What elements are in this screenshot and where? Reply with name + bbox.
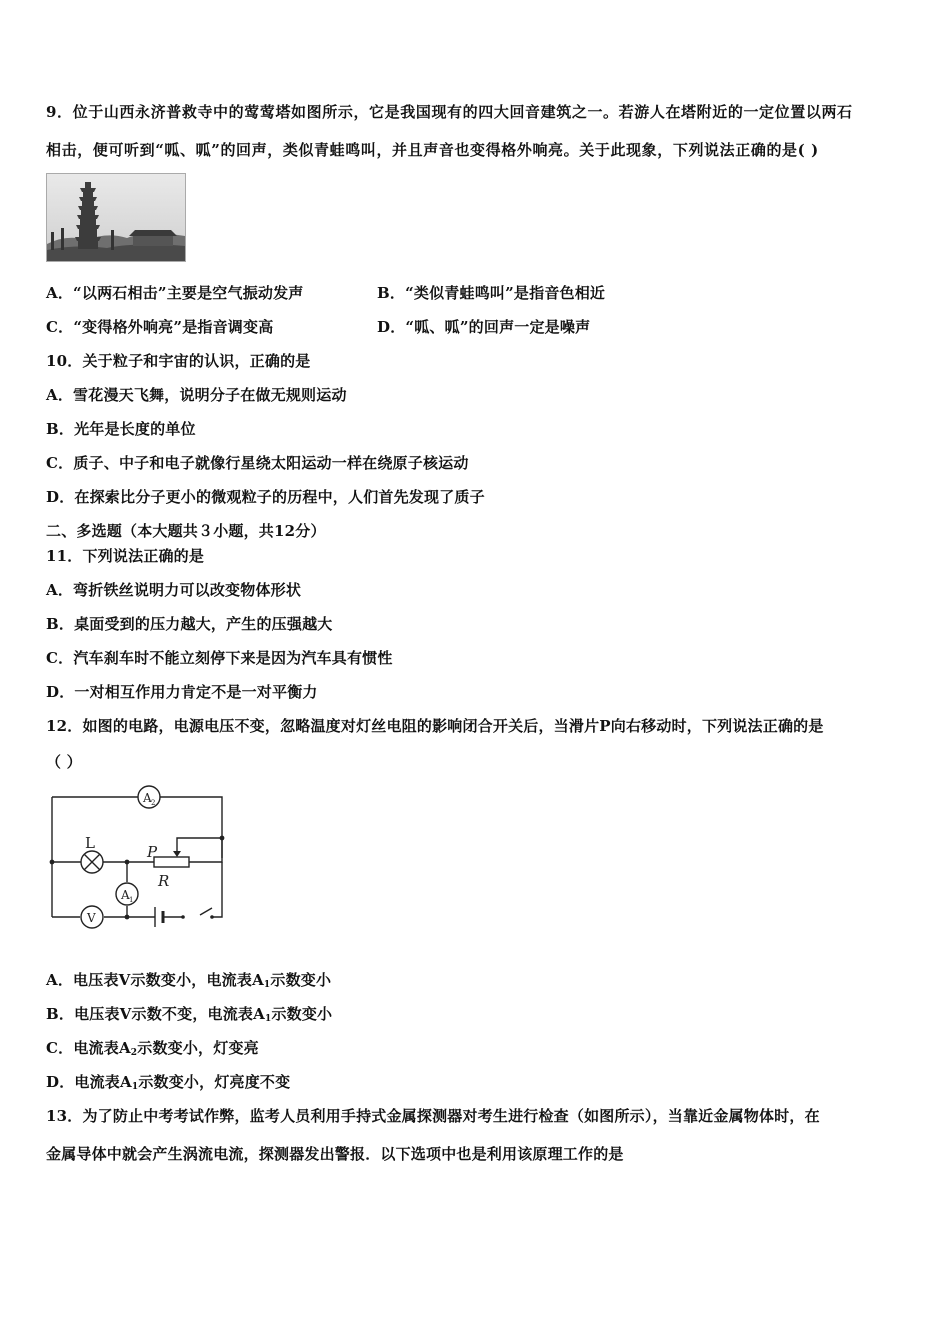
- pagoda-photo: [46, 173, 186, 262]
- q12-stem-line2: （ ）: [46, 753, 82, 771]
- rheostat-icon: [154, 857, 189, 867]
- q10-option-a: A．雪花漫天飞舞，说明分子在做无规则运动: [46, 386, 347, 404]
- q10-option-c: C．质子、中子和电子就像行星绕太阳运动一样在绕原子核运动: [46, 454, 469, 472]
- q13-stem-line2: 金属导体中就会产生涡流电流，探测器发出警报．以下选项中也是利用该原理工作的是: [46, 1145, 624, 1163]
- q9-option-c: C．“变得格外响亮”是指音调变高: [46, 318, 274, 336]
- q11-option-d: D．一对相互作用力肯定不是一对平衡力: [46, 683, 318, 701]
- slider-label: P: [147, 843, 158, 861]
- q11-option-a: A．弯折铁丝说明力可以改变物体形状: [46, 581, 302, 599]
- q12-stem-line1: 12．如图的电路，电源电压不变，忽略温度对灯丝电阻的影响闭合开关后，当滑片P向右移动时，下列说法正确的是: [46, 717, 824, 735]
- q10-stem: 10．关于粒子和宇宙的认识，正确的是: [46, 352, 311, 370]
- q12-option-b: B．电压表V示数不变，电流表$A_1$示数变小: [46, 1005, 333, 1024]
- q9-option-a: A．“以两石相击”主要是空气振动发声: [46, 284, 304, 302]
- q12-option-d: D．电流表$A_1$示数变小，灯亮度不变: [46, 1073, 291, 1092]
- q9-stem-line2: 相击，便可听到“呱、呱”的回声，类似青蛙鸣叫，并且声音也变得格外响亮。关于此现象，下列说法正确的是( ): [46, 141, 819, 159]
- q12-option-a: A．电压表V示数变小，电流表$A_1$示数变小: [46, 971, 332, 990]
- q10-option-b: B．光年是长度的单位: [46, 420, 196, 438]
- q11-option-b: B．桌面受到的压力越大，产生的压强越大: [46, 615, 333, 633]
- q9-stem-line1: 9．位于山西永济普救寺中的莺莺塔如图所示，它是我国现有的四大回音建筑之一。若游人在塔附近的一定位置以两石: [46, 103, 853, 121]
- q11-stem: 11．下列说法正确的是: [46, 547, 205, 565]
- ammeter-a1-subscript: 1: [129, 896, 134, 904]
- section-heading: 二、多选题（本大题共３小题，共12分）: [46, 522, 326, 540]
- q9-option-b: B．“类似青蛙鸣叫”是指音色相近: [377, 284, 606, 302]
- circuit-svg: [44, 780, 234, 930]
- lamp-label: L: [85, 834, 95, 852]
- q13-stem-line1: 13．为了防止中考考试作弊，监考人员利用手持式金属探测器对考生进行检查（如图所示），当靠近金属物体时，在: [46, 1107, 820, 1125]
- q9-option-d: D．“呱、呱”的回声一定是噪声: [377, 318, 591, 336]
- circuit-diagram: [44, 780, 234, 930]
- q12-option-c: C．电流表$A_2$示数变小，灯变亮: [46, 1039, 259, 1058]
- q11-option-c: C．汽车刹车时不能立刻停下来是因为汽车具有惯性: [46, 649, 393, 667]
- ammeter-a2-subscript: 2: [151, 799, 156, 807]
- q10-option-d: D．在探索比分子更小的微观粒子的历程中，人们首先发现了质子: [46, 488, 485, 506]
- resistor-label: R: [158, 872, 170, 890]
- ammeter-a1-label: A: [121, 888, 130, 902]
- ammeter-a2-label: A: [143, 791, 152, 805]
- pagoda-illustration: [47, 174, 185, 261]
- voltmeter-label: V: [87, 911, 96, 925]
